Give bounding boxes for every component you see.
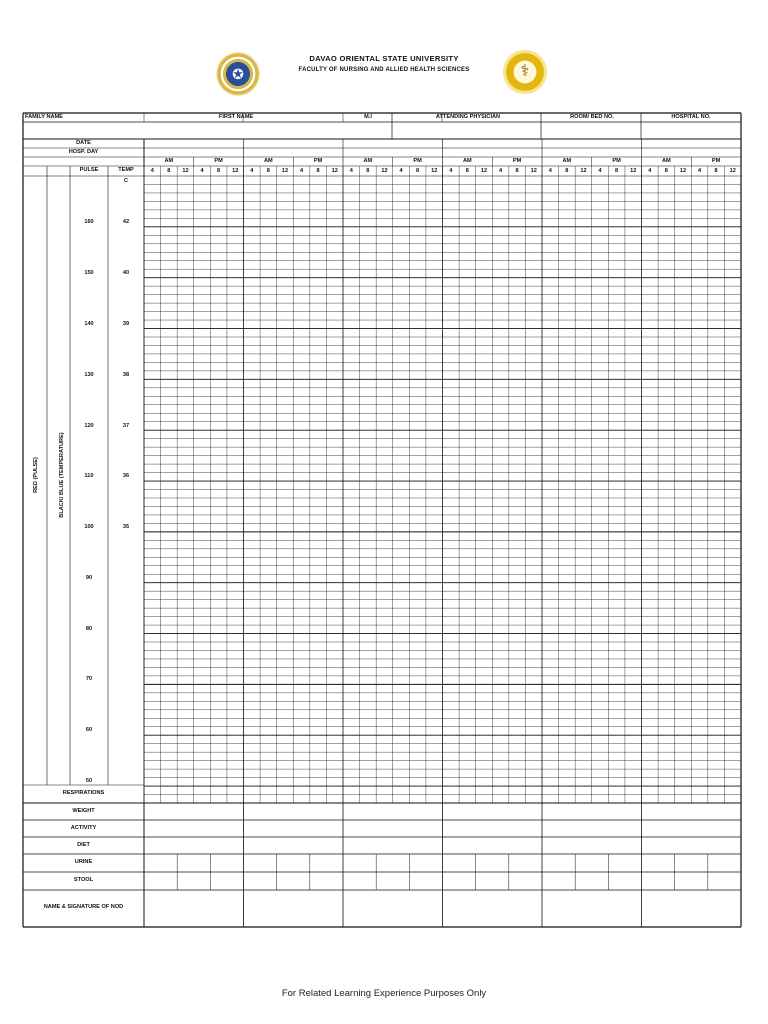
hour-label: 8 xyxy=(664,168,668,174)
urine-label: URINE xyxy=(74,859,93,865)
first-name-label: FIRST NAME xyxy=(218,114,254,120)
hour-label: 4 xyxy=(598,168,602,174)
hour-label: 12 xyxy=(281,168,289,174)
am-label: AM xyxy=(164,158,174,164)
hour-label: 12 xyxy=(480,168,488,174)
pulse-scale-value: 140 xyxy=(84,321,94,327)
hour-label: 12 xyxy=(381,168,388,174)
pulse-scale-value: 70 xyxy=(85,676,93,682)
hour-label: 4 xyxy=(250,168,254,174)
hour-label: 8 xyxy=(167,168,171,174)
hour-label: 8 xyxy=(465,168,469,174)
temp-scale-value: 38 xyxy=(122,372,130,378)
hour-label: 4 xyxy=(200,168,204,174)
pulse-label: PULSE xyxy=(79,167,99,173)
activity-label: ACTIVITY xyxy=(70,825,97,831)
university-name: DAVAO ORIENTAL STATE UNIVERSITY xyxy=(309,54,459,63)
pm-label: PM xyxy=(313,158,323,164)
attending-physician-label: ATTENDING PHYSICIAN xyxy=(435,114,501,120)
hour-label: 4 xyxy=(349,168,353,174)
pm-label: PM xyxy=(413,158,422,164)
hour-label: 12 xyxy=(530,168,537,174)
pulse-scale-value: 90 xyxy=(85,575,93,581)
hour-label: 8 xyxy=(416,168,420,174)
hour-label: 8 xyxy=(565,168,569,174)
hour-label: 4 xyxy=(498,168,503,174)
hour-label: 4 xyxy=(648,168,652,174)
pulse-scale-value: 130 xyxy=(84,372,94,378)
hour-label: 8 xyxy=(366,168,370,174)
hospital-no-label: HOSPITAL NO. xyxy=(671,114,711,120)
hour-label: 8 xyxy=(515,168,519,174)
pulse-scale-value: 100 xyxy=(84,524,94,530)
temp-scale-value: 36 xyxy=(122,473,130,479)
pulse-scale-value: 80 xyxy=(85,626,93,632)
hour-label: 8 xyxy=(217,168,221,174)
hour-label: 12 xyxy=(232,168,239,174)
hour-label: 8 xyxy=(714,168,718,174)
temp-scale-value: 42 xyxy=(122,219,130,225)
caduceus-seal-icon: ⚕ xyxy=(503,50,547,94)
pulse-scale-value: 150 xyxy=(84,270,94,276)
hour-label: 12 xyxy=(431,168,438,174)
hour-label: 8 xyxy=(266,168,270,174)
temp-scale-value: 39 xyxy=(122,321,130,327)
hour-label: 4 xyxy=(299,168,304,174)
hour-label: 12 xyxy=(630,168,637,174)
hour-label: 4 xyxy=(449,168,453,174)
hour-label: 12 xyxy=(580,168,587,174)
pulse-scale-value: 60 xyxy=(85,727,93,733)
hour-label: 4 xyxy=(548,168,552,174)
pm-label: PM xyxy=(214,158,223,164)
hour-label: 8 xyxy=(316,168,320,174)
temp-scale-value: 40 xyxy=(122,270,130,276)
pm-label: PM xyxy=(612,158,621,164)
nod-label: NAME & SIGNATURE OF NOD xyxy=(43,904,124,910)
am-label: AM xyxy=(463,158,472,164)
pulse-scale-value: 50 xyxy=(85,778,93,784)
pulse-scale-value: 110 xyxy=(84,473,94,479)
hour-label: 4 xyxy=(150,168,154,174)
pm-label: PM xyxy=(512,158,522,164)
family-name-label: FAMILY NAME xyxy=(25,114,63,120)
temp-label: TEMP xyxy=(118,167,134,173)
respirations-label: RESPIRATIONS xyxy=(62,790,105,796)
hour-label: 12 xyxy=(331,168,338,174)
hour-label: 4 xyxy=(399,168,403,174)
hour-label: 12 xyxy=(182,168,189,174)
hour-label: 12 xyxy=(679,168,687,174)
weight-label: WEIGHT xyxy=(72,808,95,814)
date-label: DATE xyxy=(76,140,91,146)
faculty-name: FACULTY OF NURSING AND ALLIED HEALTH SCIENCES xyxy=(298,67,470,73)
am-label: AM xyxy=(562,158,572,164)
black-temperature-label: BLACK/ BLUE (TEMPERATURE) xyxy=(59,432,65,518)
mi-label: M.I xyxy=(364,114,372,120)
am-label: AM xyxy=(363,158,373,164)
am-label: AM xyxy=(662,158,671,164)
temp-scale-value: 35 xyxy=(122,524,130,530)
hour-label: 8 xyxy=(615,168,619,174)
hour-label: 12 xyxy=(729,168,736,174)
stool-label: STOOL xyxy=(73,877,94,883)
hosp-day-label: HOSP. DAY xyxy=(68,149,99,155)
temp-scale-value: 37 xyxy=(122,423,130,429)
hour-label: 4 xyxy=(697,168,702,174)
red-pulse-label: RED (PULSE) xyxy=(33,457,39,493)
temp-unit-label: C xyxy=(123,178,129,184)
footer-note: For Related Learning Experience Purposes Only xyxy=(281,988,487,999)
university-seal-icon: ✪ xyxy=(216,52,260,96)
room-bed-label: ROOM/ BED NO. xyxy=(570,114,614,120)
pm-label: PM xyxy=(711,158,721,164)
pulse-scale-value: 160 xyxy=(84,219,94,225)
pulse-scale-value: 120 xyxy=(84,423,94,429)
am-label: AM xyxy=(264,158,273,164)
diet-label: DIET xyxy=(77,842,90,848)
